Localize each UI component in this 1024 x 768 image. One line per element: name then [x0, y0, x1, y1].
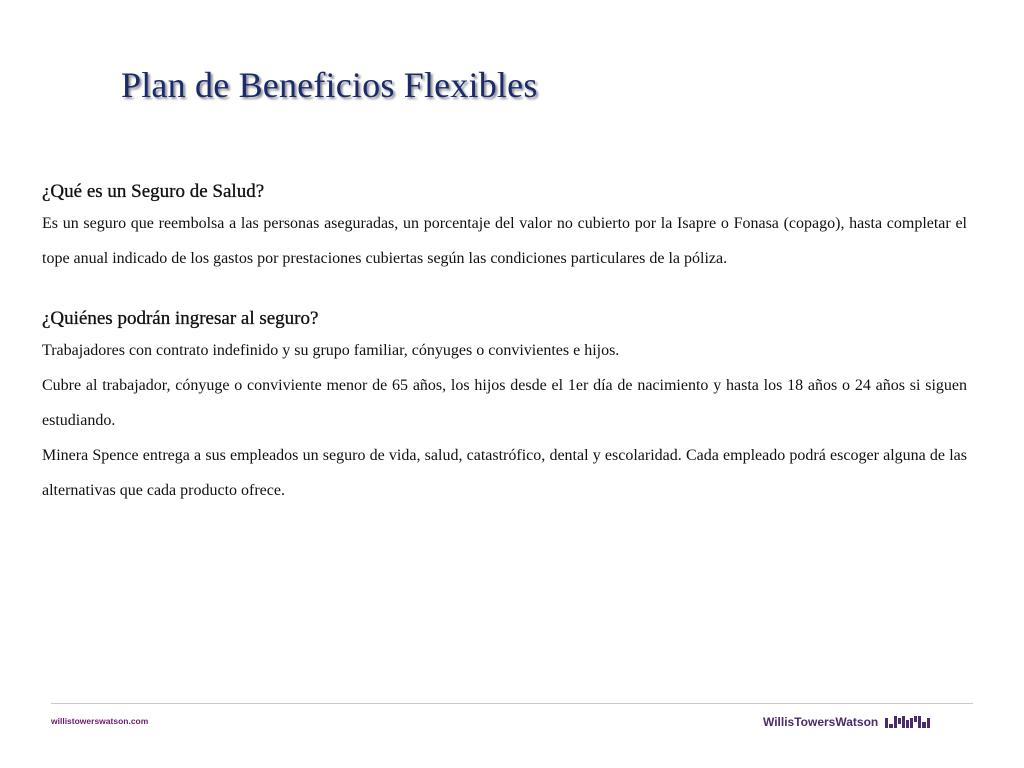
company-logo	[763, 715, 935, 729]
section-spacer	[42, 276, 967, 305]
coverage-paragraph: Cubre al trabajador, cónyuge o conviviente menor de 65 años, los hijos desde el 1er día de nacimiento y hasta los 18 años o 24 años si siguen estudiando.	[42, 377, 967, 429]
wtw-logo-mark-icon	[885, 716, 935, 728]
health-insurance-definition: Es un seguro que reembolsa a las personas aseguradas, un porcentaje del valor no cubierto por la Isapre o Fonasa (copago), hasta completar el tope anual indicado de los gastos por prestaciones cubiertas según las condiciones particulares de la póliza.	[42, 215, 967, 267]
footer-url: willistowerswatson.com	[51, 716, 149, 726]
section-question-health-insurance: ¿Qué es un Seguro de Salud?	[42, 181, 265, 202]
slide-title: Plan de Beneficios Flexibles	[121, 65, 538, 105]
eligibility-paragraph: Trabajadores con contrato indefinido y su grupo familiar, cónyuges o convivientes e hijos.	[42, 342, 620, 359]
logo-wordmark: WillisTowersWatson	[763, 715, 879, 729]
slide-content	[42, 178, 967, 508]
benefits-paragraph: Minera Spence entrega a sus empleados un seguro de vida, salud, catastrófico, dental y escolaridad. Cada empleado podrá escoger alguna de las alternativas que cada producto ofrece.	[42, 447, 967, 499]
section-question-eligibility: ¿Quiénes podrán ingresar al seguro?	[42, 308, 319, 329]
footer-divider	[51, 703, 973, 704]
